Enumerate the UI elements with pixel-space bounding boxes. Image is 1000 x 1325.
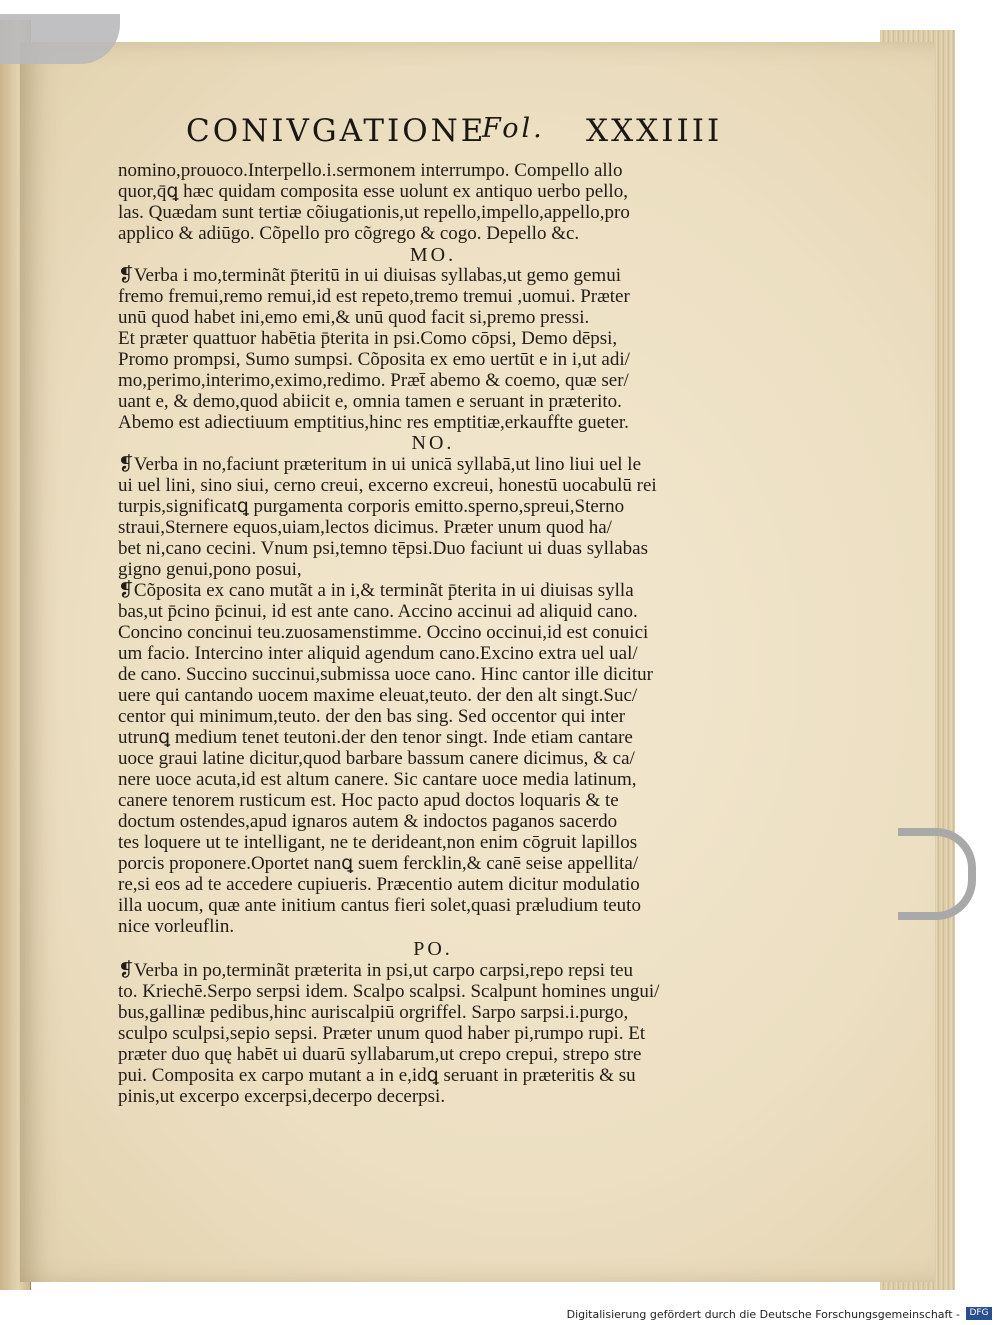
text-line: quor,q̄ꝗ hæc quidam composita esse uolunt ex antiquo uerbo pello, (118, 181, 628, 202)
text-line: unū quod habet ini,emo emi,& unū quod facit si,premo pressi. (118, 307, 590, 328)
text-line: tes loquere ut te intelligant, ne te derideant,non enim cōgruit lapillos (118, 832, 638, 853)
text-line: utrunꝗ medium tenet teutoni.der den tenor singt. Inde etiam cantare (118, 727, 633, 748)
text-line: pui. Composita ex carpo mutant a in e,idꝗ seruant in præteritis & su (118, 1065, 636, 1086)
text-line: uant e, & demo,quod abiicit e, omnia tamen e seruant in præterito. (118, 391, 622, 412)
text-line: illa uocum, quæ ante initium cantus fieri solet,quasi præludium teuto (118, 895, 641, 916)
text-line: uoce graui latine dicitur,quod barbare bassum canere dicimus, & ca/ (118, 748, 635, 769)
text-line: Concino concinui teu.zuosamenstimme. Occino occinui,id est conuici (118, 622, 649, 643)
text-line: bas,ut p̄cino p̄cinui, id est ante cano. Accino accinui ad aliquid cano. (118, 601, 638, 622)
text-line: ❡Verba in po,terminãt præterita in psi,ut carpo carpsi,repo repsi teu (118, 960, 634, 981)
text-line: nere uoce acuta,id est altum canere. Sic cantare uoce media latinum, (118, 769, 637, 790)
text-line: pinis,ut excerpo excerpsi,decerpo decerpsi. (118, 1086, 446, 1107)
text-line: de cano. Succino succinui,submissa uoce cano. Hinc cantor ille dicitur (118, 664, 654, 685)
page-clip (898, 828, 976, 920)
text-line: porcis proponere.Oportet nanꝗ suem fercklin,& canē seise appellita/ (118, 853, 639, 874)
running-head-title: CONIVGATIONE (186, 113, 487, 149)
text-line: ❡Verba in no,faciunt præteritum in ui unicā syllabā,ut lino liui uel le (118, 454, 642, 475)
text-line: straui,Sternere equos,uiam,lectos dicimus. Præter unum quod ha/ (118, 517, 612, 538)
text-line: ui uel lini, sino siui, cerno creui, excerno excreui, honestū uocabulū rei (118, 475, 657, 496)
text-line: Promo prompsi, Sumo sumpsi. Cõposita ex emo uertūt e in i,ut adi/ (118, 349, 630, 370)
text-line: gigno genui,pono posui, (118, 559, 302, 580)
text-line: turpis,significatꝗ purgamenta corporis emitto.sperno,spreui,Sterno (118, 496, 625, 517)
text-line: ❡Verba i mo,terminãt p̄teritū in ui diuisas syllabas,ut gemo gemui (118, 265, 621, 286)
text-line: mo,perimo,interimo,eximo,redimo. Præt̄ abemo & coemo, quæ ser/ (118, 370, 629, 391)
section-heading: NO. (411, 432, 455, 454)
text-line: Abemo est adiectiuum emptitius,hinc res emptitiæ,erkauffte gueter. (118, 412, 629, 433)
text-line: doctum ostendes,apud ignaros autem & indoctos paganos sacerdo (118, 811, 618, 832)
funding-notice: Digitalisierung gefördert durch die Deutsche Forschungsgemeinschaft - (566, 1308, 960, 1321)
text-line: canere tenorem rusticum est. Hoc pacto apud doctos loquaris & te (118, 790, 619, 811)
text-line: centor qui minimum,teuto. der den bas sing. Sed occentor qui inter (118, 706, 626, 727)
text-line: applico & adiūgo. Cõpello pro cõgrego & cogo. Depello &c. (118, 223, 580, 244)
text-line: nomino,prouoco.Interpello.i.sermonem interrumpo. Compello allo (118, 160, 623, 181)
text-line: bet ni,cano cecini. Vnum psi,temno tēpsi.Duo faciunt ui duas syllabas (118, 538, 648, 559)
text-line: las. Quædam sunt tertiæ cõiugationis,ut repello,impello,appello,pro (118, 202, 630, 223)
text-line: uere qui cantando uocem maxime eleuat,teuto. der den alt singt.Suc/ (118, 685, 638, 706)
text-line: præter duo quę habēt ui duarū syllabarum,ut crepo crepui, strepo stre (118, 1044, 642, 1065)
clasp-strap (0, 14, 120, 64)
text-line: fremo fremui,remo remui,id est repeto,tremo tremui ,uomui. Præter (118, 286, 630, 307)
running-head (186, 113, 746, 157)
text-line: sculpo sculpsi,sepio sepsi. Præter unum quod haber pi,rumpo rupi. Et (118, 1023, 646, 1044)
folio-label: Fol. (482, 113, 545, 144)
folio-number: XXXIIII (586, 113, 723, 149)
text-line: ❡Cõposita ex cano mutãt a in i,& terminãt p̄terita in ui diuisas sylla (118, 580, 634, 601)
section-heading: MO. (409, 244, 457, 266)
text-line: re,si eos ad te accedere cupiueris. Præcentio autem dicitur modulatio (118, 874, 640, 895)
text-line: Et præter quattuor habētia p̄terita in psi.Como cōpsi, Demo dēpsi, (118, 328, 618, 349)
text-line: um facio. Intercino inter aliquid agendum cano.Excino extra uel ual/ (118, 643, 638, 664)
section-heading: PO. (413, 938, 453, 960)
text-line: bus,gallinæ pedibus,hinc auriscalpiū orgriffel. Sarpo sarpsi.i.purgo, (118, 1002, 629, 1023)
dfg-logo: DFG (966, 1307, 992, 1320)
text-line: nice vorleuflin. (118, 916, 235, 937)
book-cover-edge (955, 0, 1000, 1305)
text-line: to. Kriechē.Serpo serpsi idem. Scalpo scalpsi. Scalpunt homines ungui/ (118, 981, 660, 1002)
